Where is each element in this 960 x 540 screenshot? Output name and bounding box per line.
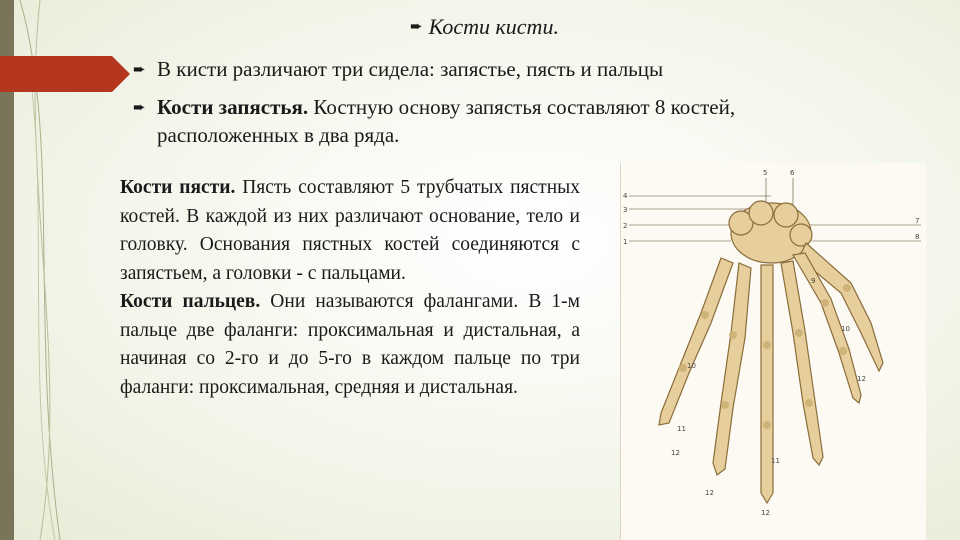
pencil-arrow-icon: ➨ (410, 17, 423, 35)
figure-label: 2 (623, 222, 628, 230)
bullet-item-1 (133, 55, 664, 83)
slide-title-text: Кости кисти. (428, 14, 559, 39)
figure-label: 10 (841, 325, 850, 333)
figure-label: 10 (687, 362, 696, 370)
figure-label: 7 (915, 217, 920, 225)
bullet-heading: Кости запястья. (157, 95, 309, 119)
figure-label: 9 (811, 277, 816, 285)
paragraph-heading: Кости пясти. (120, 177, 236, 198)
figure-label: 12 (857, 375, 866, 383)
bullet-text: В кисти различают три сидела: запястье, пясть и пальцы (157, 57, 664, 81)
metacarpal-paragraph (120, 174, 580, 402)
figure-label: 12 (671, 449, 680, 457)
hand-skeleton-figure (620, 163, 926, 540)
paragraph-text: Пясть составляют 5 трубчатых пястных костей. В каждой из них различают основание, тело и головку. Основания пястных костей соединяются с запястьем, а головки - с пальцами. (120, 177, 580, 284)
figure-label: 12 (761, 509, 770, 517)
figure-label: 11 (677, 425, 686, 433)
accent-arrow-bar (0, 56, 112, 92)
slide-title (410, 14, 559, 40)
bullet-text: Костную основу запястья составляют 8 костей, расположенных в два ряда. (157, 95, 736, 147)
paragraph-heading: Кости пальцев. (120, 291, 261, 312)
pencil-arrow-icon: ➨ (133, 98, 146, 116)
figure-label: 8 (915, 233, 920, 241)
figure-label: 3 (623, 206, 628, 214)
figure-label: 12 (705, 489, 714, 497)
figure-label: 1 (623, 238, 628, 246)
paragraph-text: Они называются фалангами. В 1-м пальце две фаланги: проксимальная и дистальная, а начиная со 2-го и до 5-го в каждом пальце по три фаланги: проксимальная, средняя и дистальная. (120, 291, 581, 398)
figure-label: 5 (763, 169, 768, 177)
figure-label: 6 (790, 169, 795, 177)
figure-label: 11 (771, 457, 780, 465)
pencil-arrow-icon: ➨ (133, 60, 146, 78)
bullet-item-2 (133, 93, 837, 149)
figure-label: 4 (623, 192, 628, 200)
hand-skeleton-image (621, 163, 926, 540)
